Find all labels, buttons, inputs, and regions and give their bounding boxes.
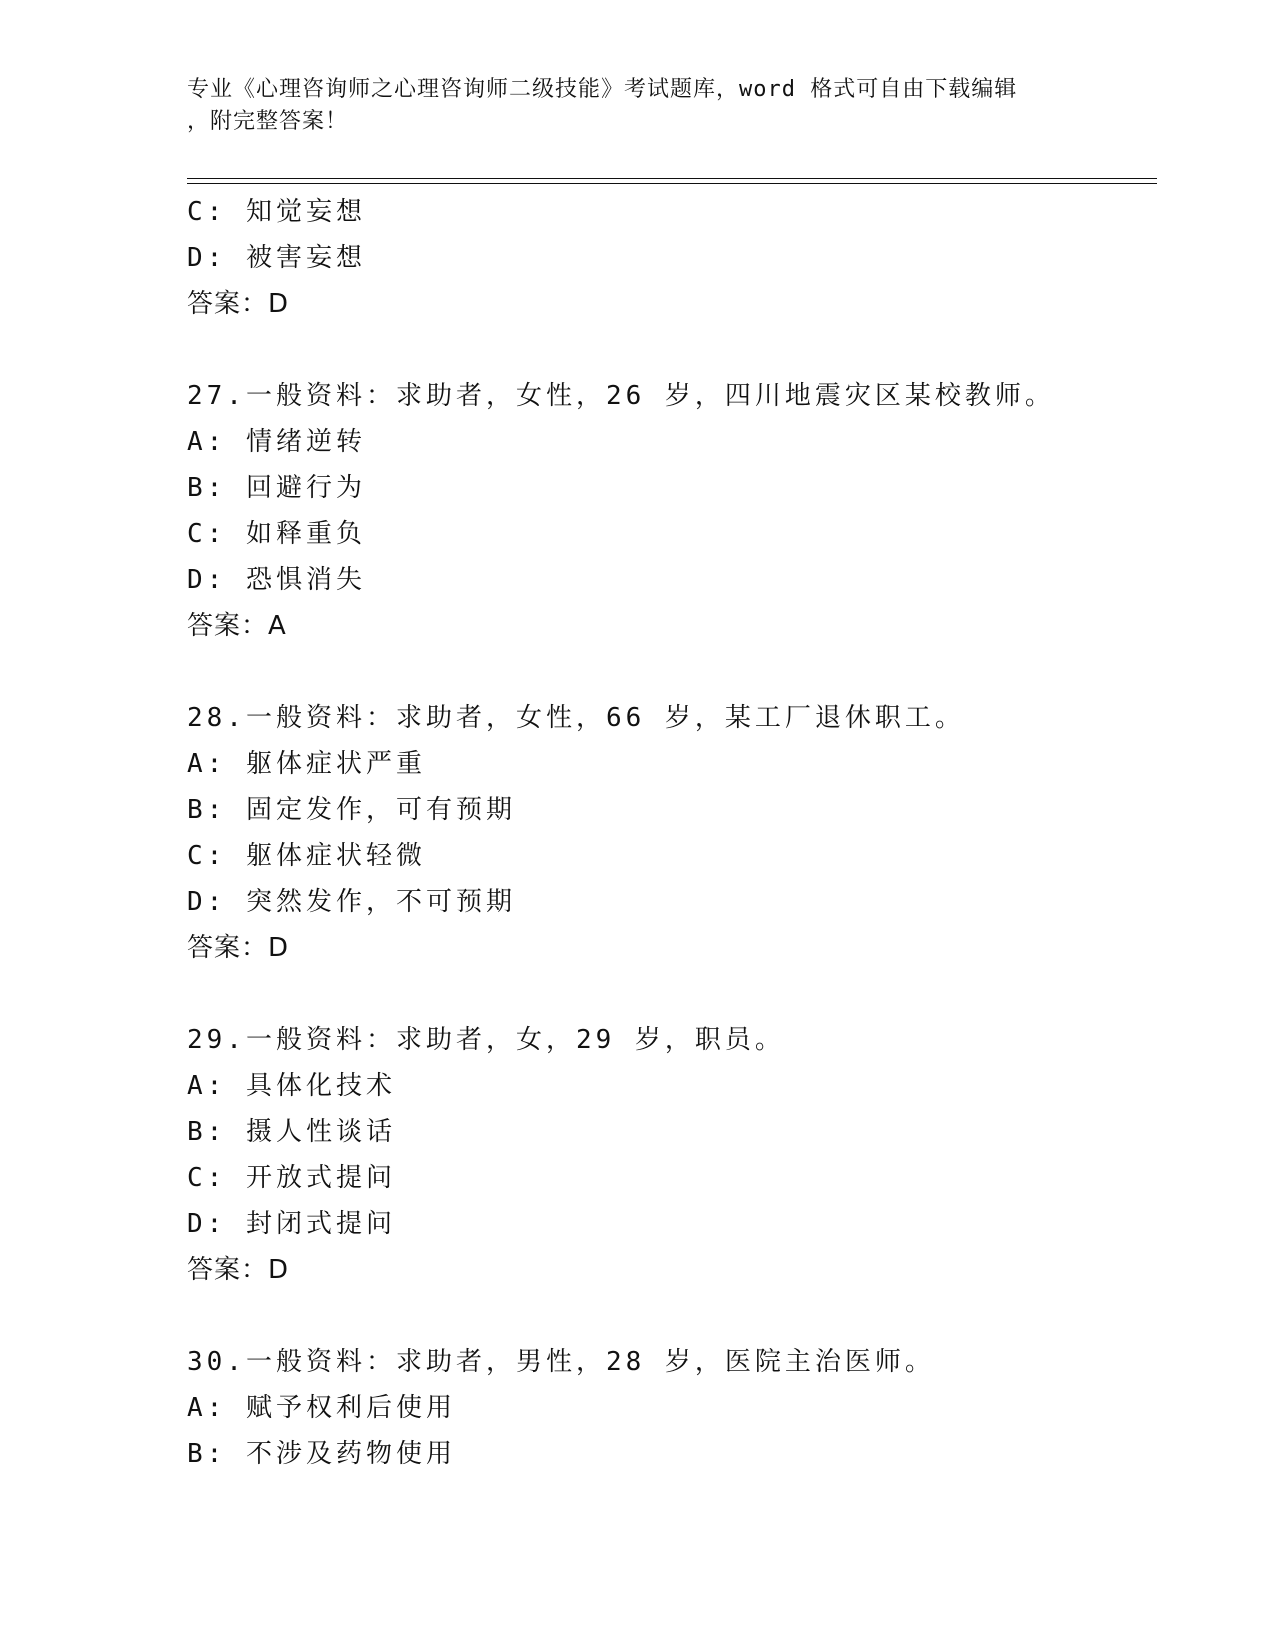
- document-header: [187, 74, 1087, 138]
- option-c: C: 开放式提问: [187, 1163, 396, 1193]
- question-block-29: [187, 1017, 1157, 1293]
- option-a: A: 情绪逆转: [187, 427, 366, 457]
- option-b: B: 回避行为: [187, 473, 366, 503]
- header-divider-bottom: [187, 183, 1157, 184]
- option-b: B: 固定发作，可有预期: [187, 795, 516, 825]
- option-a: A: 赋予权利后使用: [187, 1393, 456, 1423]
- question-block-28: [187, 695, 1157, 971]
- option-a: A: 具体化技术: [187, 1071, 396, 1101]
- question-list: [187, 189, 1157, 1477]
- answer-line: 答案：D: [187, 1255, 290, 1285]
- question-spacer: [187, 971, 1157, 1017]
- question-block-27: [187, 373, 1157, 649]
- question-stem: 27.一般资料：求助者，女性，26 岁，四川地震灾区某校教师。: [187, 381, 1055, 411]
- header-divider-top: [187, 178, 1157, 179]
- option-d: D: 突然发作，不可预期: [187, 887, 516, 917]
- option-d: D: 被害妄想: [187, 243, 366, 273]
- question-spacer: [187, 327, 1157, 373]
- question-stem: 30.一般资料：求助者，男性，28 岁，医院主治医师。: [187, 1347, 935, 1377]
- option-c: C: 如释重负: [187, 519, 366, 549]
- option-d: D: 封闭式提问: [187, 1209, 396, 1239]
- question-block-30: [187, 1339, 1157, 1477]
- option-a: A: 躯体症状严重: [187, 749, 426, 779]
- header-title-continuation: ，附完整答案！: [187, 109, 349, 134]
- option-b: B: 不涉及药物使用: [187, 1439, 456, 1469]
- answer-line: 答案：D: [187, 933, 290, 963]
- question-stem: 28.一般资料：求助者，女性，66 岁，某工厂退休职工。: [187, 703, 965, 733]
- question-stem: 29.一般资料：求助者，女，29 岁，职员。: [187, 1025, 785, 1055]
- option-d: D: 恐惧消失: [187, 565, 366, 595]
- option-b: B: 摄人性谈话: [187, 1117, 396, 1147]
- answer-line: 答案：D: [187, 289, 290, 319]
- question-spacer: [187, 1293, 1157, 1339]
- answer-line: 答案：A: [187, 611, 287, 641]
- option-c: C: 躯体症状轻微: [187, 841, 426, 871]
- question-block-partial: [187, 189, 1157, 327]
- option-c: C: 知觉妄想: [187, 197, 366, 227]
- header-title-line: 专业《心理咨询师之心理咨询师二级技能》考试题库，word 格式可自由下载编辑: [187, 77, 1018, 102]
- question-spacer: [187, 649, 1157, 695]
